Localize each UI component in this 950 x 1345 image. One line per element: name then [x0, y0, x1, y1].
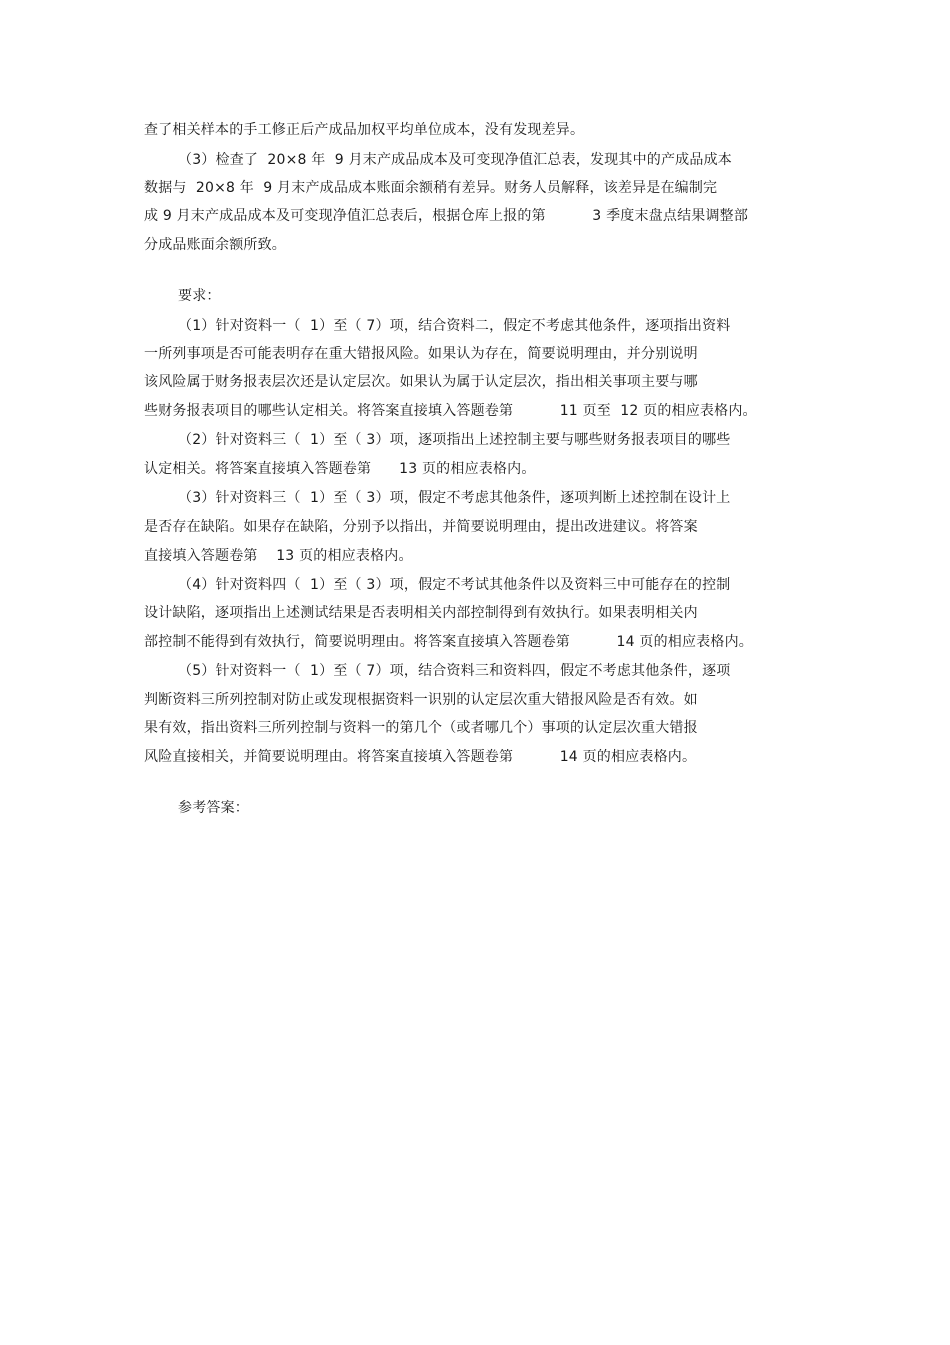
paragraph-line: （3）检查了 20×8 年 9 月末产成品成本及可变现净值汇总表，发现其中的产成品成本 — [178, 152, 732, 168]
paragraph-line: （2）针对资料三（ 1）至（ 3）项，逐项指出上述控制主要与哪些财务报表项目的哪些 — [178, 432, 731, 448]
paragraph-line: 风险直接相关，并简要说明理由。将答案直接填入答题卷第 14 页的相应表格内。 — [144, 749, 697, 765]
paragraph-line: 果有效，指出资料三所列控制与资料一的第几个（或者哪几个）事项的认定层次重大错报 — [144, 720, 698, 736]
paragraph-line: 数据与 20×8 年 9 月末产成品成本账面余额稍有差异。财务人员解释，该差异是在编制完 — [144, 180, 718, 196]
paragraph-line: 一所列事项是否可能表明存在重大错报风险。如果认为存在，简要说明理由，并分别说明 — [144, 346, 698, 362]
paragraph-line: 是否存在缺陷。如果存在缺陷，分别予以指出，并简要说明理由，提出改进建议。将答案 — [144, 519, 698, 535]
paragraph-line: 查了相关样本的手工修正后产成品加权平均单位成本，没有发现差异。 — [144, 122, 585, 138]
paragraph-line: 成 9 月末产成品成本及可变现净值汇总表后，根据仓库上报的第 3 季度末盘点结果调整部 — [144, 208, 749, 224]
paragraph-line: 直接填入答题卷第 13 页的相应表格内。 — [144, 548, 413, 564]
section-heading-reference-answer: 参考答案： — [178, 800, 249, 816]
paragraph-line: 认定相关。将答案直接填入答题卷第 13 页的相应表格内。 — [144, 461, 536, 477]
paragraph-line: （1）针对资料一（ 1）至（ 7）项，结合资料二，假定不考虑其他条件，逐项指出资料 — [178, 318, 731, 334]
paragraph-line: （5）针对资料一（ 1）至（ 7）项，结合资料三和资料四，假定不考虑其他条件，逐项 — [178, 663, 731, 679]
paragraph-line: （4）针对资料四（ 1）至（ 3）项，假定不考试其他条件以及资料三中可能存在的控制 — [178, 577, 731, 593]
paragraph-line: 判断资料三所列控制对防止或发现根据资料一识别的认定层次重大错报风险是否有效。如 — [144, 692, 698, 708]
paragraph-line: 部控制不能得到有效执行，简要说明理由。将答案直接填入答题卷第 14 页的相应表格内。 — [144, 634, 753, 650]
paragraph-line: 些财务报表项目的哪些认定相关。将答案直接填入答题卷第 11 页至 12 页的相应表格内。 — [144, 403, 757, 419]
paragraph-line: 该风险属于财务报表层次还是认定层次。如果认为属于认定层次，指出相关事项主要与哪 — [144, 374, 698, 390]
paragraph-line: （3）针对资料三（ 1）至（ 3）项，假定不考虑其他条件，逐项判断上述控制在设计上 — [178, 490, 731, 506]
paragraph-line: 分成品账面余额所致。 — [144, 237, 286, 253]
paragraph-line: 设计缺陷，逐项指出上述测试结果是否表明相关内部控制得到有效执行。如果表明相关内 — [144, 605, 698, 621]
section-heading-requirements: 要求： — [178, 288, 221, 304]
